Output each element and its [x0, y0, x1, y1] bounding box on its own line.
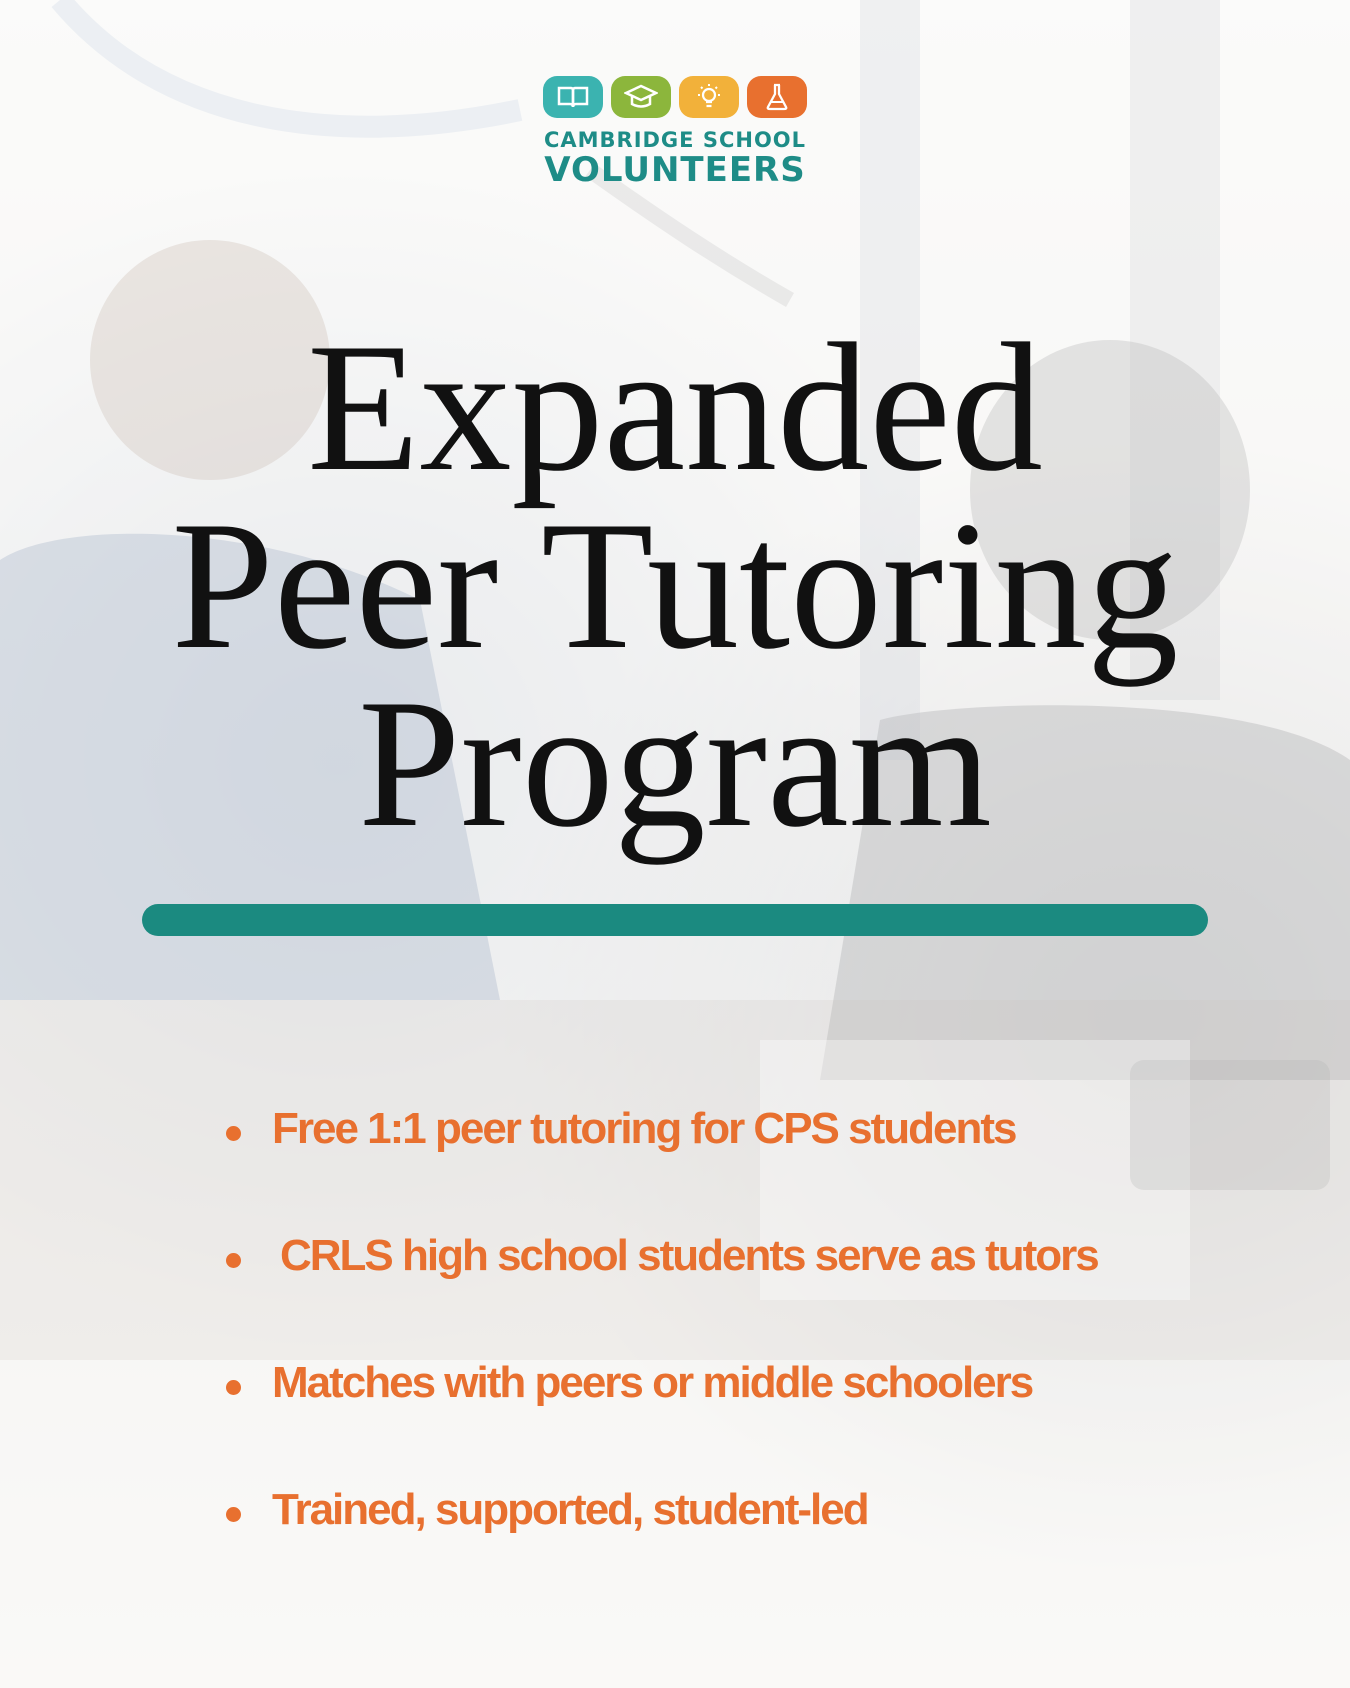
flask-icon [747, 76, 807, 118]
page-title [0, 305, 1350, 865]
bullet-dot [226, 1507, 241, 1522]
logo-text-volunteers: VOLUNTEERS [544, 150, 806, 190]
bullet-text: Trained, supported, student-led [272, 1485, 868, 1534]
bullet-dot [226, 1126, 241, 1141]
book-icon [543, 76, 603, 118]
cambridge-school-volunteers-logo [0, 76, 1350, 188]
bullet-dot [226, 1380, 241, 1395]
bullet-text: Free 1:1 peer tutoring for CPS students [272, 1104, 1016, 1153]
lightbulb-icon [679, 76, 739, 118]
bullet-text: CRLS high school students serve as tutors [280, 1231, 1098, 1280]
graduation-cap-icon [611, 76, 671, 118]
bullet-dot [226, 1253, 241, 1268]
title-line-1: Expanded [307, 305, 1043, 509]
logo-text-cambridge-school: CAMBRIDGE SCHOOL [543, 128, 807, 152]
title-line-3: Program [358, 661, 992, 865]
logo-icon-row [543, 76, 807, 118]
title-line-2: Peer Tutoring [171, 483, 1179, 687]
teal-divider-bar [142, 904, 1208, 936]
bullet-text: Matches with peers or middle schoolers [272, 1358, 1033, 1407]
